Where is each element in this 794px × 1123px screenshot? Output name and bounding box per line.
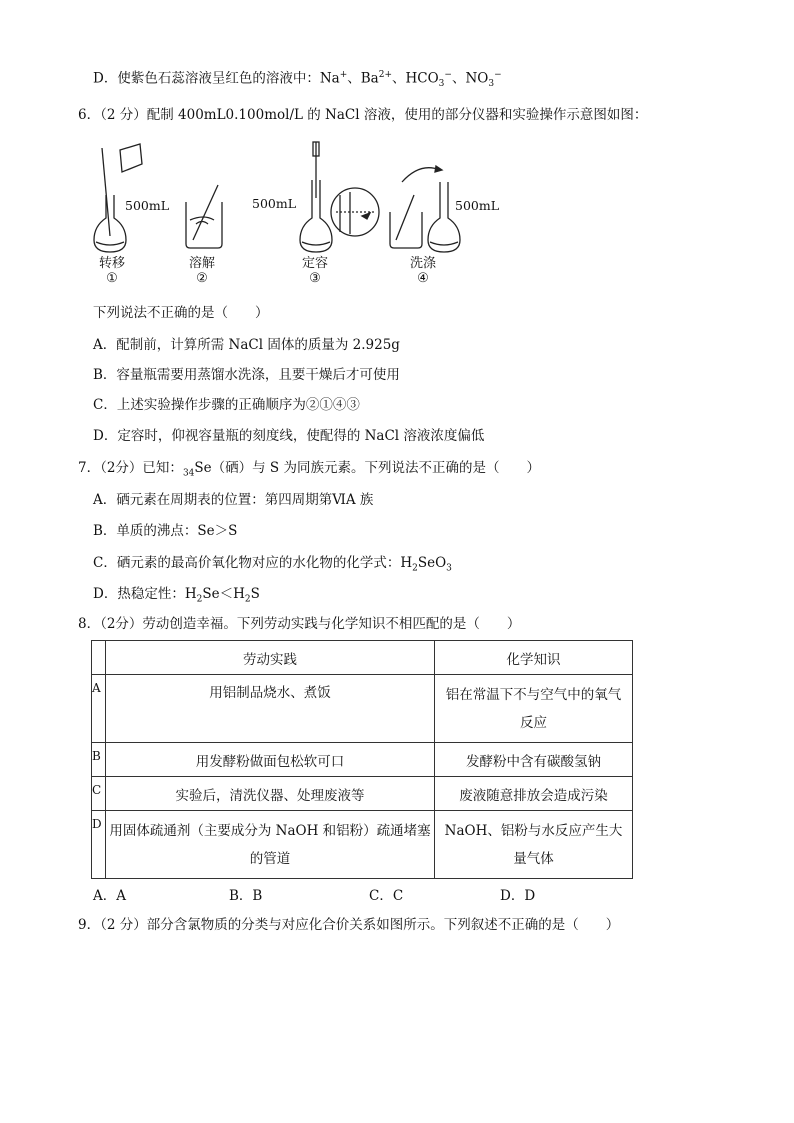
step-number-2: ② — [196, 271, 208, 286]
q6-option-a: A．配制前，计算所需 NaCl 固体的质量为 2.925g — [93, 337, 400, 353]
hco-charge: − — [444, 70, 452, 80]
q7-stem-pre: 7．（2分）已知： — [78, 460, 183, 476]
se-atomic-number: 34 — [182, 468, 195, 479]
table-header-row — [92, 641, 633, 675]
q7-d-mid: Se＜H — [202, 586, 245, 602]
q7-option-b: B．单质的沸点：Se＞S — [93, 523, 238, 539]
row-key: D — [92, 811, 106, 879]
q6-option-d: D．定容时，仰视容量瓶的刻度线，使配得的 NaCl 溶液浓度偏低 — [93, 428, 485, 444]
knowledge-cell: 废液随意排放会造成污染 — [435, 777, 633, 811]
q7-stem-post: Se（硒）与 S 为同族元素。下列说法不正确的是（ ） — [194, 460, 540, 476]
q7-stem — [78, 459, 540, 483]
practice-text: 用铝制品烧水、煮饭 — [209, 685, 331, 701]
q8-answer-d: D．D — [500, 888, 536, 904]
q7-option-c — [93, 554, 452, 578]
caption-transfer: 转移 — [98, 256, 125, 271]
practice-cell: 用发酵粉做面包松软可口 — [106, 743, 435, 777]
row-key: C — [92, 777, 106, 811]
knowledge-cell: 发酵粉中含有碳酸氢钠 — [435, 743, 633, 777]
no-sub: 3 — [488, 79, 495, 90]
table-row — [92, 777, 633, 811]
q7-d-sub1: 2 — [196, 594, 203, 605]
flask1-volume-label: 500mL — [125, 198, 170, 213]
caption-wash: 洗涤 — [409, 256, 436, 271]
q5-optd-text: D．使紫色石蕊溶液呈红色的溶液中：Na — [93, 70, 340, 87]
table-row — [92, 743, 633, 777]
practice-cell: 实验后，清洗仪器、处理废液等 — [106, 777, 435, 811]
q7-c-sub2: 3 — [446, 563, 452, 574]
practice-cell — [106, 811, 435, 879]
knowledge-cell — [435, 811, 633, 879]
header-knowledge: 化学知识 — [435, 641, 633, 675]
q7-c-pre: C．硒元素的最高价氧化物对应的水化物的化学式：H — [93, 555, 413, 571]
q7-c-mid: SeO — [417, 555, 447, 571]
flask4-volume-label: 500mL — [455, 198, 500, 213]
q6-prompt: 下列说法不正确的是（ ） — [93, 305, 269, 321]
q9-stem: 9．（2 分）部分含氯物质的分类与对应化合价关系如图所示。下列叙述不正确的是（ ） — [78, 917, 620, 933]
hco-text: 、HCO — [392, 70, 439, 87]
knowledge-cell — [435, 675, 633, 743]
q7-d-post: S — [250, 586, 260, 602]
practice-text: 用固体疏通剂（主要成分为 NaOH 和铝粉）疏通堵塞的管道 — [109, 822, 431, 867]
table-row — [92, 675, 633, 743]
q7-d-pre: D．热稳定性：H — [93, 586, 197, 602]
q7-d-sub2: 2 — [244, 594, 251, 605]
step-number-3: ③ — [309, 271, 321, 286]
table-row — [92, 811, 633, 879]
q7-option-a: A．硒元素在周期表的位置：第四周期第ⅥA 族 — [93, 492, 374, 508]
q6-stem: 6．（2 分）配制 400mL0.100mol/L 的 NaCl 溶液，使用的部分仪器和实验操作示意图如图： — [78, 107, 648, 123]
table-corner — [92, 641, 106, 675]
ba-text: 、Ba — [347, 70, 379, 87]
caption-constant-volume: 定容 — [301, 256, 328, 271]
practice-cell — [106, 675, 435, 743]
knowledge-text: NaOH、铝粉与水反应产生大量气体 — [444, 822, 623, 867]
q7-c-sub1: 2 — [412, 563, 418, 574]
row-key: A — [92, 675, 106, 743]
q8-answer-b: B．B — [229, 888, 263, 904]
header-practice: 劳动实践 — [106, 641, 435, 675]
na-charge: + — [339, 70, 348, 80]
q8-answer-a: A．A — [93, 888, 126, 904]
knowledge-text: 铝在常温下不与空气中的氧气反应 — [445, 686, 622, 731]
ba-charge: 2+ — [378, 70, 392, 80]
q6-option-c: C．上述实验操作步骤的正确顺序为②①④③ — [93, 397, 360, 413]
q6-figure — [90, 140, 520, 290]
q8-answer-c: C．C — [369, 888, 404, 904]
q7-option-d — [93, 585, 260, 609]
no-text: 、NO — [451, 70, 489, 87]
hco-sub: 3 — [438, 79, 445, 90]
q6-option-b: B．容量瓶需要用蒸馏水洗涤，且要干燥后才可使用 — [93, 367, 400, 383]
q8-table — [91, 640, 633, 879]
step-number-4: ④ — [417, 271, 429, 286]
step-number-1: ① — [106, 271, 118, 286]
q5-option-d — [93, 66, 502, 93]
no-charge: − — [494, 70, 502, 80]
caption-dissolve: 溶解 — [188, 256, 215, 271]
flask3-volume-label: 500mL — [252, 196, 297, 211]
row-key: B — [92, 743, 106, 777]
q8-stem: 8．（2分）劳动创造幸福。下列劳动实践与化学知识不相匹配的是（ ） — [78, 616, 521, 632]
